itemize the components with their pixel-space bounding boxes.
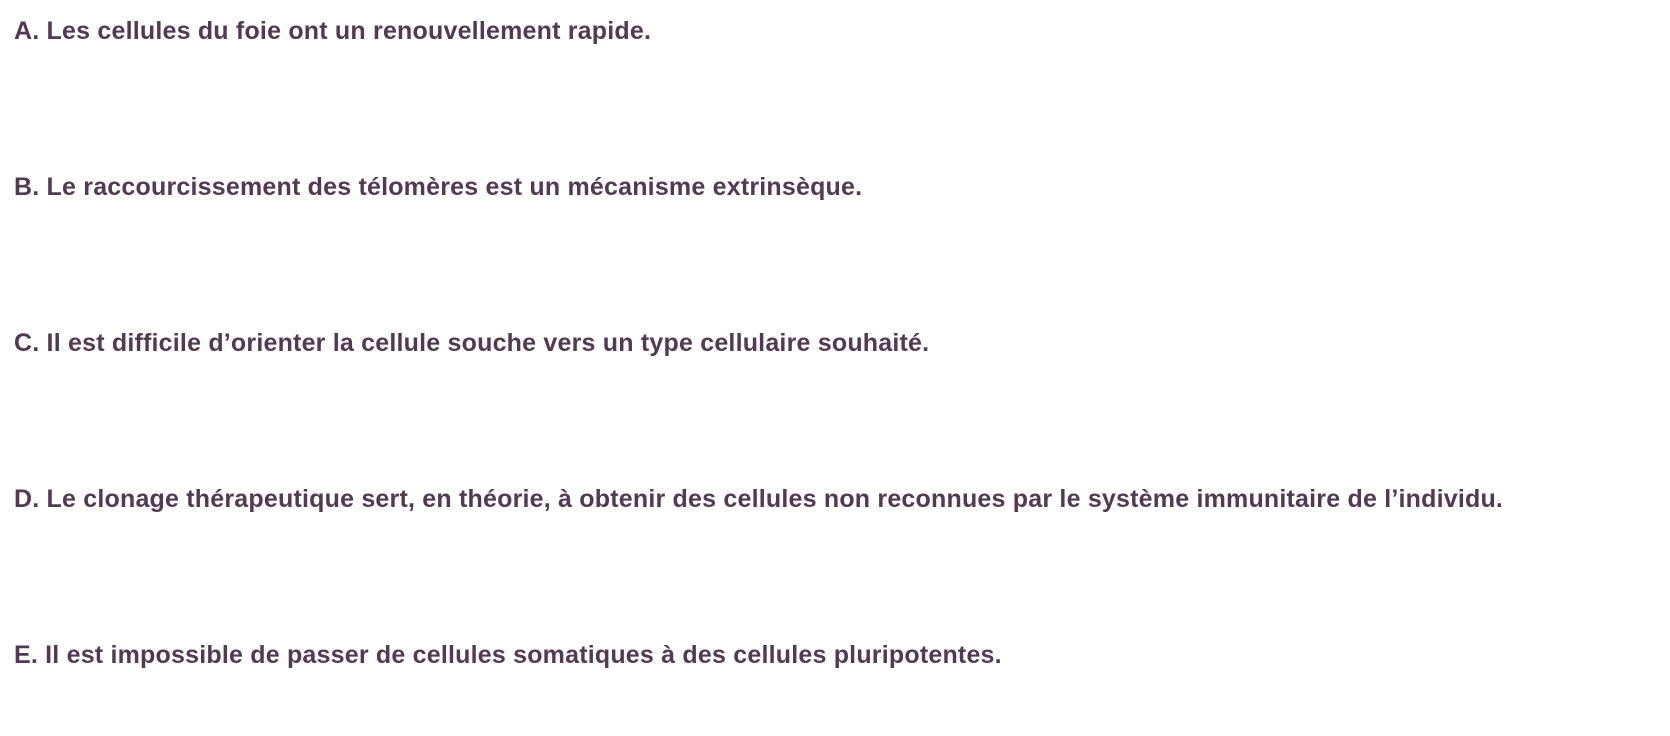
answer-option-e: E. Il est impossible de passer de cellules somatiques à des cellules pluripotentes.	[14, 641, 1002, 669]
answer-option-a: A. Les cellules du foie ont un renouvellement rapide.	[14, 17, 652, 45]
answer-option-d: D. Le clonage thérapeutique sert, en théorie, à obtenir des cellules non reconnues par le système immunitaire de l’individu.	[14, 485, 1504, 513]
answer-option-b: B. Le raccourcissement des télomères est un mécanisme extrinsèque.	[14, 173, 863, 201]
answer-option-c: C. Il est difficile d’orienter la cellule souche vers un type cellulaire souhaité.	[14, 329, 930, 357]
